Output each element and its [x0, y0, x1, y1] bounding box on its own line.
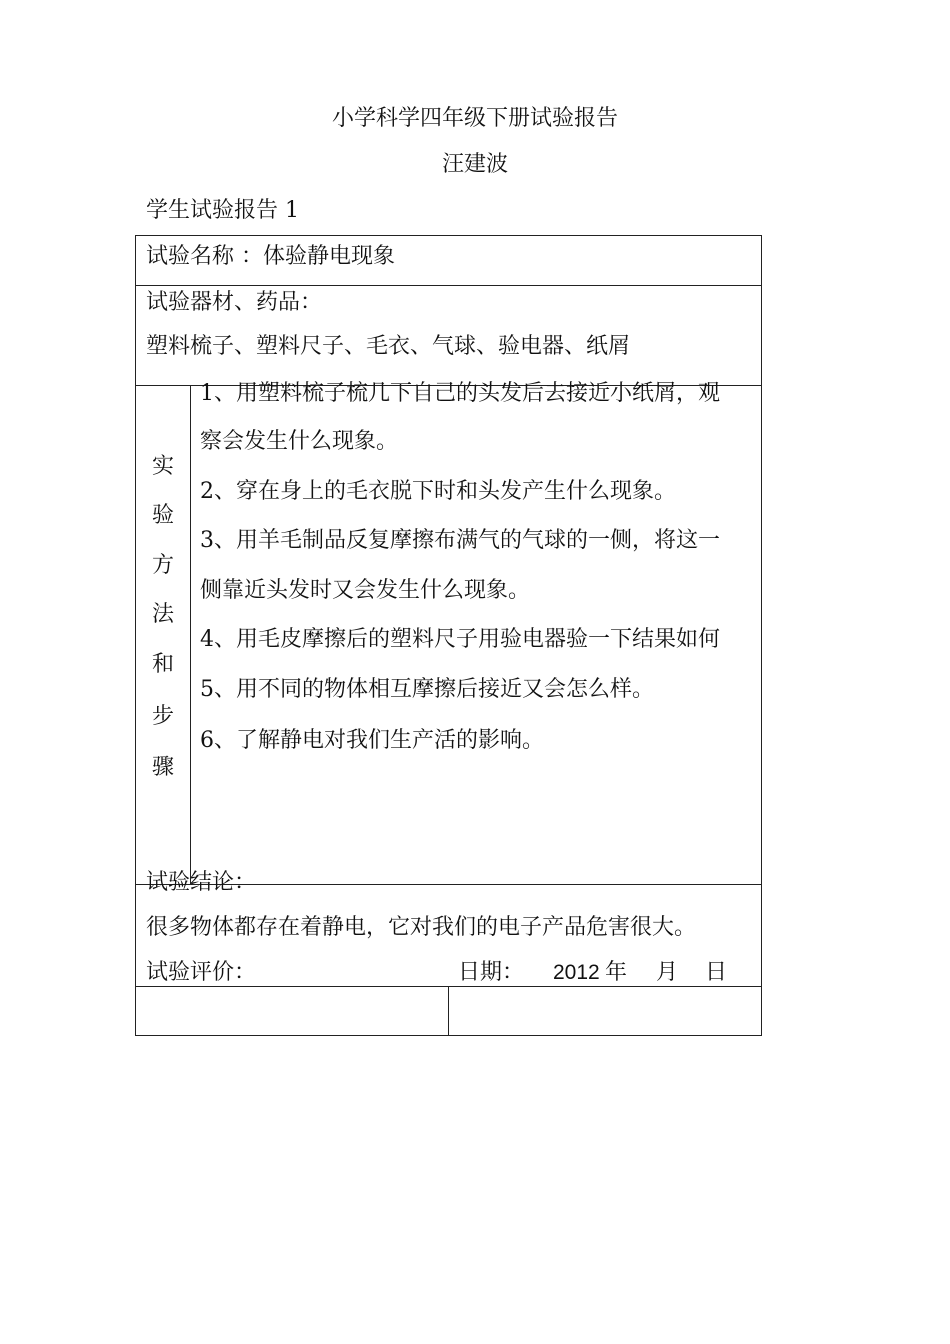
date-label: 日期： [458, 960, 525, 985]
method-label-char: 骤 [151, 755, 174, 780]
method-label-char: 方 [151, 553, 174, 578]
step-line: 4、用毛皮摩擦后的塑料尺子用验电器验一下结果如何 [200, 627, 720, 652]
conclusion-label: 试验结论： [146, 870, 257, 895]
materials-label: 试验器材、药品： [146, 290, 323, 315]
step-line: 3、用羊毛制品反复摩擦布满气的气球的一侧，将这一 [200, 528, 720, 553]
method-label-char: 实 [151, 454, 174, 479]
conclusion-value: 很多物体都存在着静电，它对我们的电子产品危害很大。 [146, 915, 697, 940]
experiment-name: 试验名称 ：体验静电现象 [146, 244, 395, 269]
signature-cell-left [136, 987, 448, 1035]
date-year-unit: 年 [605, 960, 628, 985]
date-month: 月 [656, 960, 679, 985]
date-year-number: 2012 [553, 961, 600, 984]
table-border-bottom [135, 1035, 762, 1036]
method-column-divider [190, 385, 191, 884]
signature-cell-right [449, 987, 761, 1035]
method-label-char: 步 [151, 704, 174, 729]
date-day: 日 [705, 960, 728, 985]
step-line: 2、穿在身上的毛衣脱下时和头发产生什么现象。 [200, 479, 676, 504]
table-border-top [135, 235, 762, 236]
step-line: 侧靠近头发时又会发生什么现象。 [200, 578, 531, 603]
step-line: 6、了解静电对我们生产活的影响。 [200, 728, 544, 753]
table-border-left [135, 235, 136, 1036]
row-divider-name [135, 285, 762, 286]
materials-value: 塑料梳子、塑料尺子、毛衣、气球、验电器、纸屑 [146, 334, 631, 359]
method-label-char: 法 [151, 602, 174, 627]
table-border-right [761, 235, 762, 1036]
method-label-char: 验 [151, 503, 174, 528]
method-label-char: 和 [151, 652, 174, 677]
author-name: 汪建波 [441, 152, 508, 177]
report-label: 学生试验报告 1 [146, 198, 299, 223]
step-line: 5、用不同的物体相互摩擦后接近又会怎么样。 [200, 677, 654, 702]
step-line: 察会发生什么现象。 [200, 429, 399, 454]
document-title: 小学科学四年级下册试验报告 [331, 106, 618, 131]
evaluation-label: 试验评价： [146, 960, 257, 985]
step-line: 1、用塑料梳子梳几下自己的头发后去接近小纸屑，观 [200, 381, 720, 406]
